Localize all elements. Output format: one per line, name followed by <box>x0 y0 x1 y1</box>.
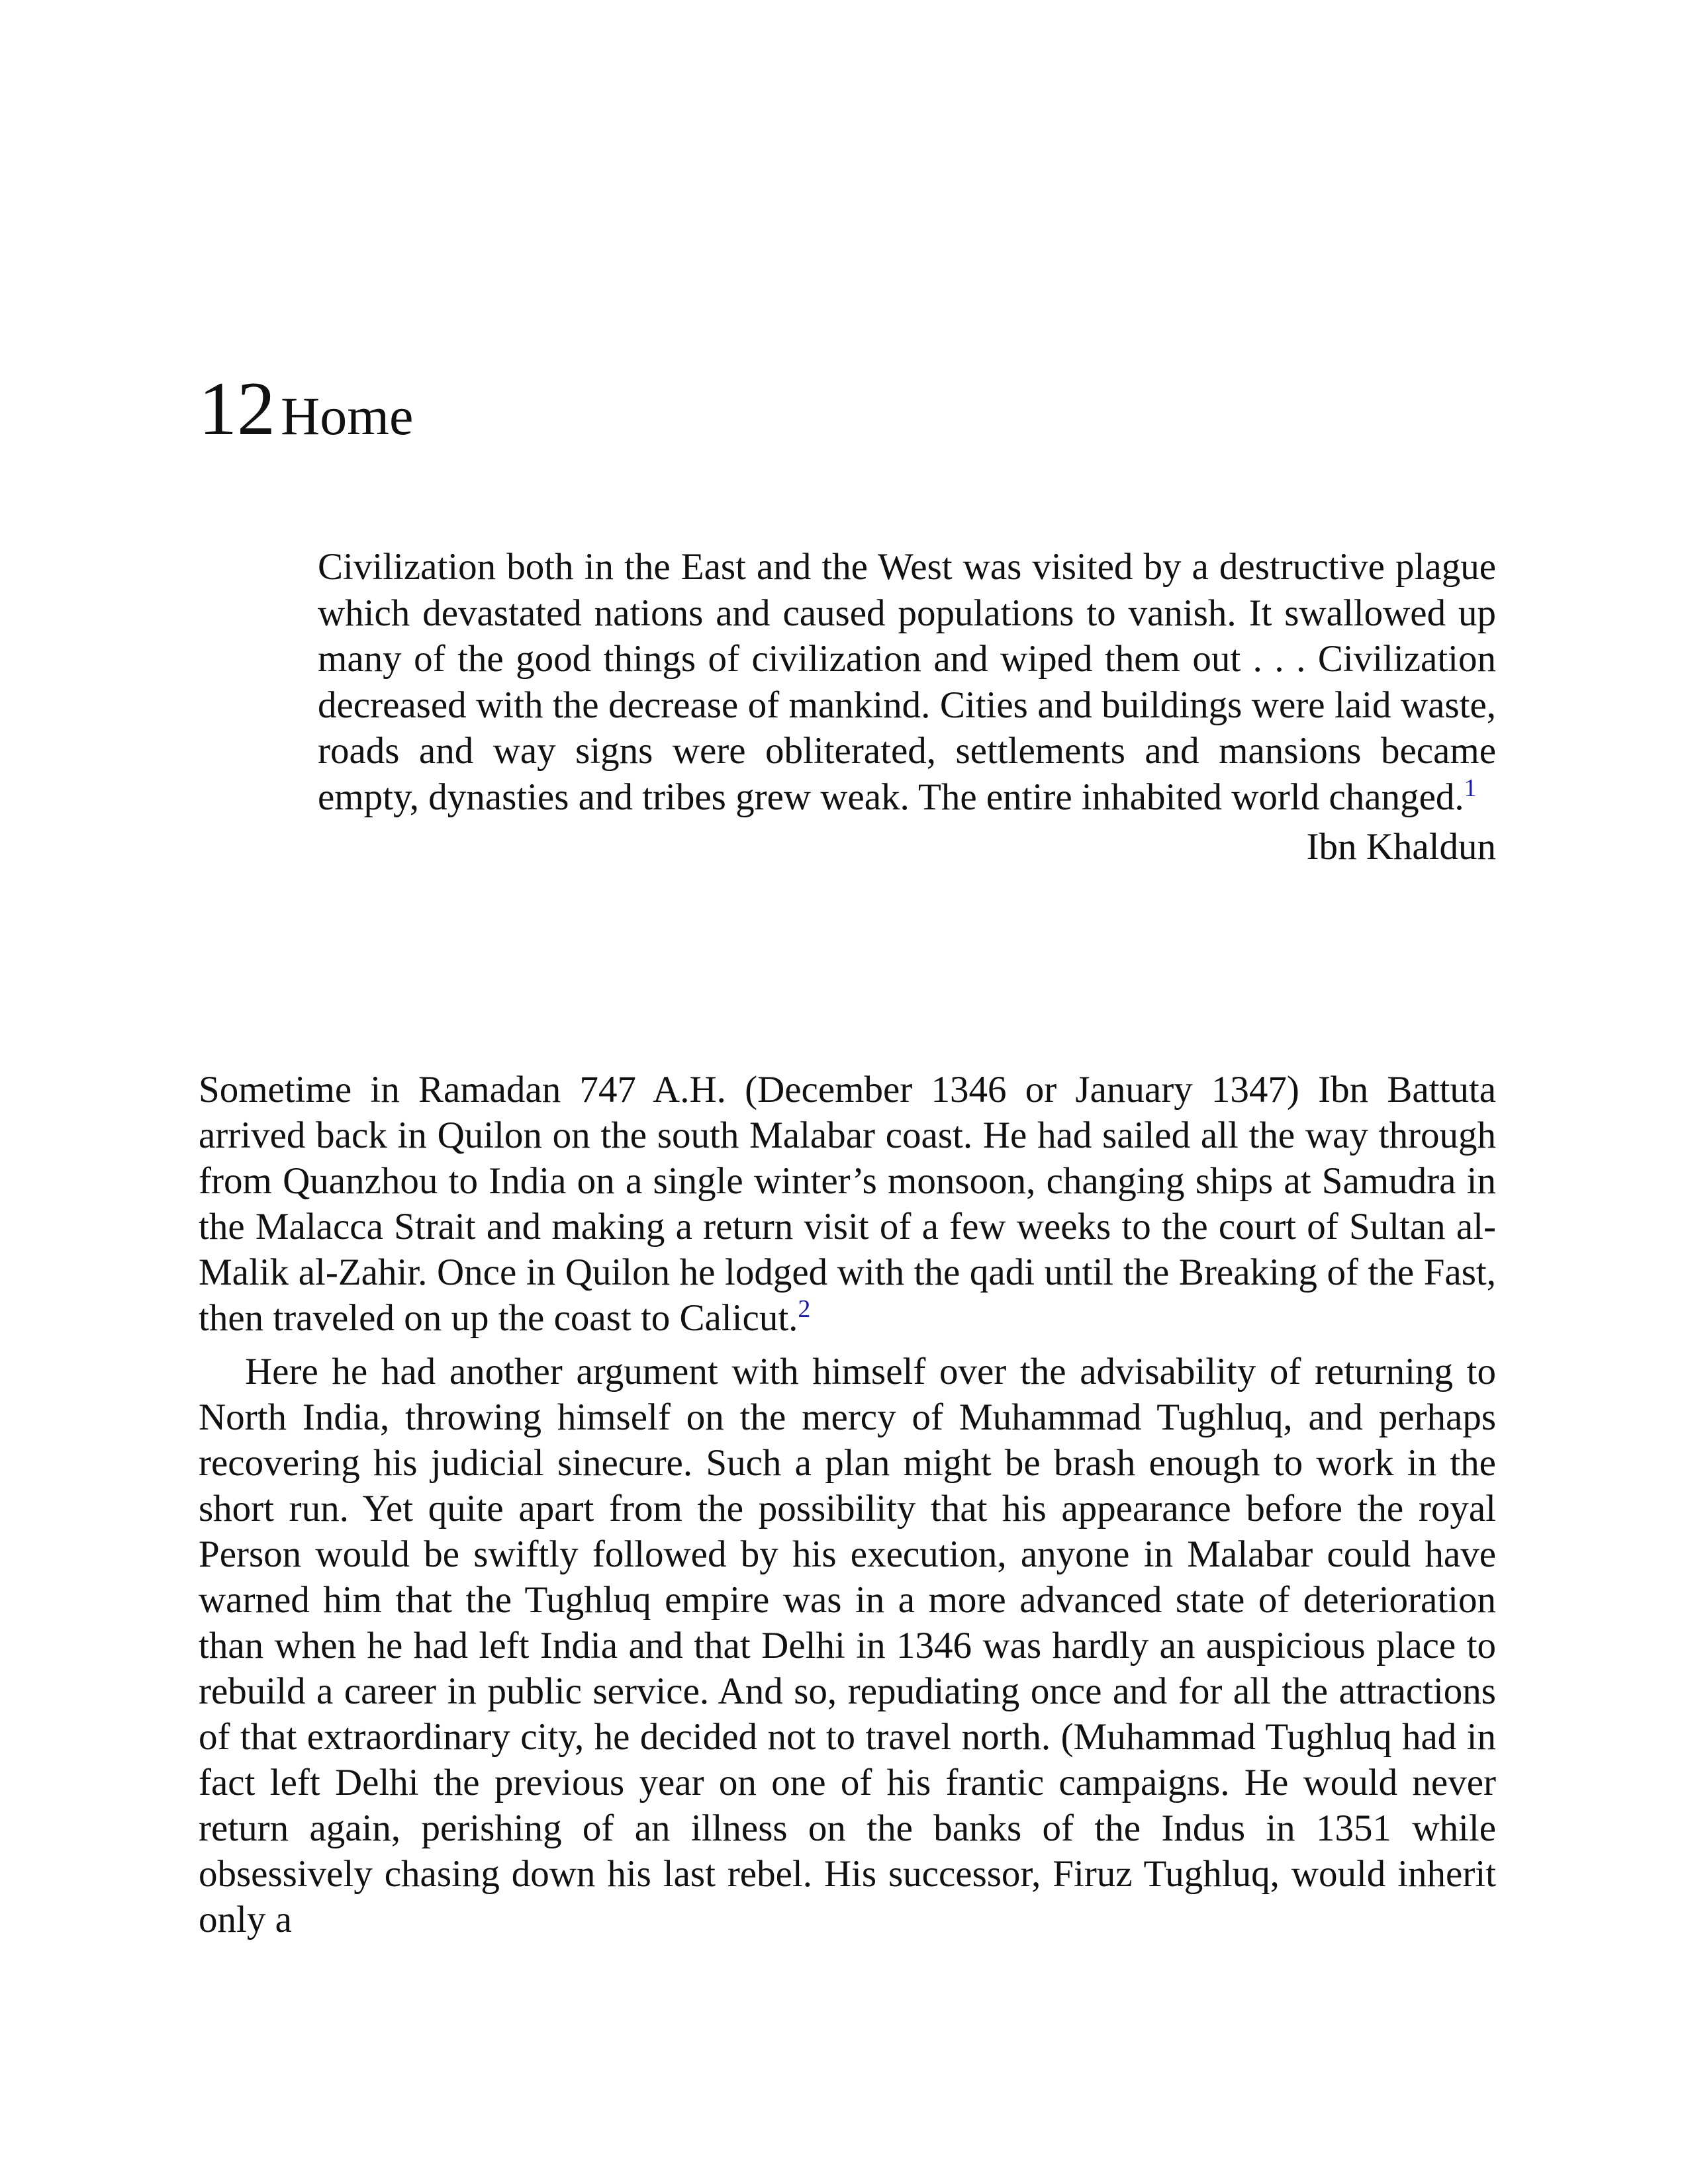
epigraph <box>318 544 1496 870</box>
epigraph-quote-text: Civilization both in the East and the West was visited by a destructive plague which devastated nations and caused populations to vanish. It swallowed up many of the good things of civilization and wiped them out . . . Civilization decreased with the decrease of mankind. Cities and buildings were laid waste, roads and way signs were obliterated, settlements and mansions became empty, dynasties and tribes grew weak. The entire inhabited world changed. <box>318 546 1496 818</box>
epigraph-quote <box>318 544 1496 820</box>
body-paragraph-2 <box>199 1349 1496 1942</box>
chapter-title: Home <box>281 386 414 446</box>
body-paragraph-1-text: Sometime in Ramadan 747 A.H. (December 1346 or January 1347) Ibn Battuta arrived back in Quilon on the south Malabar coast. He had sailed all the way through from Quanzhou to India on a single winter’s monsoon, changing ships at Samudra in the Malacca Strait and making a return visit of a few weeks to the court of Sultan al-Malik al-Zahir. Once in Quilon he lodged with the qadi until the Breaking of the Fast, then traveled on up the coast to Calicut. <box>199 1069 1496 1339</box>
chapter-number: 12 <box>199 367 275 451</box>
chapter-body <box>199 1067 1496 1942</box>
footnote-ref-2[interactable]: 2 <box>798 1295 811 1323</box>
body-paragraph-2-text: Here he had another argument with himself over the advisability of returning to North India, throwing himself on the mercy of Muhammad Tughluq, and perhaps recovering his judicial sinecure. Such a plan might be brash enough to work in the short run. Yet quite apart from the possibility that his appearance before the royal Person would be swiftly followed by his execution, anyone in Malabar could have warned him that the Tughluq empire was in a more advanced state of deterioration than when he had left India and that Delhi in 1346 was hardly an auspicious place to rebuild a career in public service. And so, repudiating once and for all the attractions of that extraordinary city, he decided not to travel north. (Muhammad Tughluq had in fact left Delhi the previous year on one of his frantic campaigns. He would never return again, perishing of an illness on the banks of the Indus in 1351 while obsessively chasing down his last rebel. His successor, Firuz Tughluq, would inherit only a <box>199 1351 1496 1940</box>
chapter-heading <box>199 367 414 451</box>
body-paragraph-1 <box>199 1067 1496 1341</box>
epigraph-attribution: Ibn Khaldun <box>1306 826 1496 868</box>
footnote-ref-1[interactable]: 1 <box>1464 774 1477 802</box>
